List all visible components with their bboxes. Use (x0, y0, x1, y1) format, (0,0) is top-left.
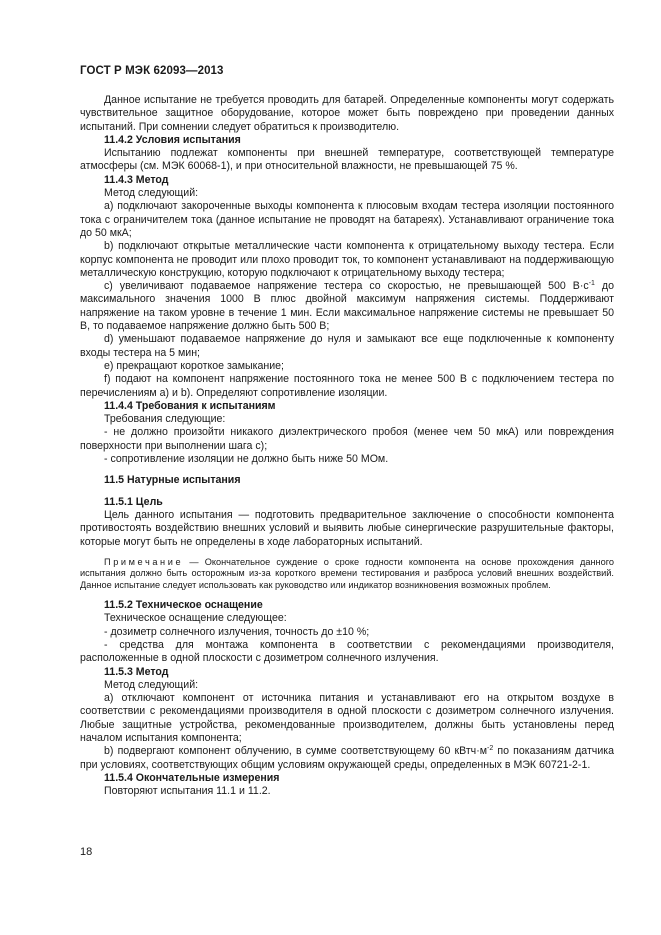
note (80, 557, 614, 591)
text-run: до максимального значения 1000 В плюс двойной максимум напряжения системы. Поддерживают напряжение на таком уровне в течение 1 мин. Если максимальное напряжение системы не превышает 50 В, то подаваемое напряжение должно быть 500 В; (80, 280, 614, 333)
section-heading: 11.5 Натурные испытания (104, 474, 241, 487)
list-item (80, 280, 614, 333)
list-item: - не должно произойти никакого диэлектрического пробоя (менее чем 50 мкА) или повреждения поверхности при выполнении шага c); (80, 426, 614, 452)
paragraph: Испытанию подлежат компоненты при внешней температуре, соответствующей температуре атмосферы (см. МЭК 60068-1), и при относительной влажности, не превышающей 75 %. (80, 147, 614, 173)
section-heading: 11.4.3 Метод (104, 173, 169, 186)
document-header: ГОСТ Р МЭК 62093—2013 (80, 65, 224, 77)
list-item: a) подключают закороченные выходы компонента к плюсовым входам тестера изоляции постоянного тока с ограничителем тока (данное испытание не проводят на батареях). Устанавливают ограничение тока до 50 мкА; (80, 200, 614, 239)
list-item: - дозиметр солнечного излучения, точность до ±10 %; (104, 625, 370, 638)
list-item: - средства для монтажа компонента в соответствии с рекомендациями производителя, расположенные в одной плоскости с дозиметром солнечного излучения. (80, 638, 614, 665)
paragraph: Метод следующий: (104, 678, 199, 691)
paragraph: Данное испытание не требуется проводить для батарей. Определенные компоненты могут содержать чувствительное защитное оборудование, которое может быть повреждено при проведении данных испытаний. При сомнении следует обратиться к производителю. (80, 94, 614, 133)
paragraph: Цель данного испытания — подготовить предварительное заключение о способности компонента противостоять воздействию внешних условий и выявить любые синергические разрушительные факторы, которые могут быть не определены в ходе лабораторных испытаний. (80, 508, 614, 548)
document-body (80, 94, 614, 798)
text-run: b) подвергают компонент облучению, в сумме соответствующему 60 кВтч·м (104, 745, 488, 758)
section-heading: 11.4.2 Условия испытания (104, 133, 241, 146)
list-item: f) подают на компонент напряжение постоянного тока не менее 500 В с подключением тестера по перечислениям a) и b). Определяют сопротивление изоляции. (80, 373, 614, 399)
list-item (80, 745, 614, 772)
section-heading: 11.4.4 Требования к испытаниям (104, 399, 276, 412)
section-heading: 11.5.3 Метод (104, 665, 169, 678)
list-item: - сопротивление изоляции не должно быть ниже 50 МОм. (104, 453, 389, 466)
section-heading: 11.5.1 Цель (104, 495, 163, 508)
paragraph: Техническое оснащение следующее: (104, 612, 287, 625)
paragraph: Метод следующий: (104, 187, 199, 200)
note-label: Примечание (104, 556, 184, 567)
paragraph: Повторяют испытания 11.1 и 11.2. (104, 785, 271, 798)
list-item: d) уменьшают подаваемое напряжение до нуля и замыкают все еще подключенные к компоненту входы тестера на 5 мин; (80, 333, 614, 359)
superscript: -1 (588, 280, 595, 288)
text-run: по показаниям датчика при условиях, соответствующих общим условиям окружающей среды, определенных в МЭК 60721-2-1. (80, 745, 615, 771)
note-text: — Окончательное суждение о сроке годности компонента на основе прохождения данного испытания должно быть осторожным из-за короткого времени тестирования и разброса условий внешних воздействий. Данное испытание следует использовать как руководство или индикатор возникновения возможных проблем. (80, 556, 614, 590)
list-item: e) прекращают короткое замыкание; (104, 359, 284, 372)
page-number: 18 (80, 846, 93, 858)
superscript: -2 (487, 745, 494, 753)
list-item: a) отключают компонент от источника питания и устанавливают его на открытом воздухе в соответствии с рекомендациями производителя в одной плоскости с дозиметром солнечного излучения. Любые защитные устройства, рекомендованные производителем, должны быть установлены перед началом испытания компонента; (80, 692, 614, 744)
list-item: b) подключают открытые металлические части компонента к отрицательному выходу тестера. Если корпус компонента не проводит или плохо проводит ток, то компонент устанавливают на поддерживающую металлическую конструкцию, которую подключают к отрицательному выходу тестера; (80, 240, 614, 279)
paragraph: Требования следующие: (104, 413, 226, 426)
section-heading: 11.5.2 Техническое оснащение (104, 599, 263, 612)
text-run: c) увеличивают подаваемое напряжение тестера со скоростью, не превышающей 500 В·с (104, 280, 589, 293)
section-heading: 11.5.4 Окончательные измерения (104, 771, 280, 784)
